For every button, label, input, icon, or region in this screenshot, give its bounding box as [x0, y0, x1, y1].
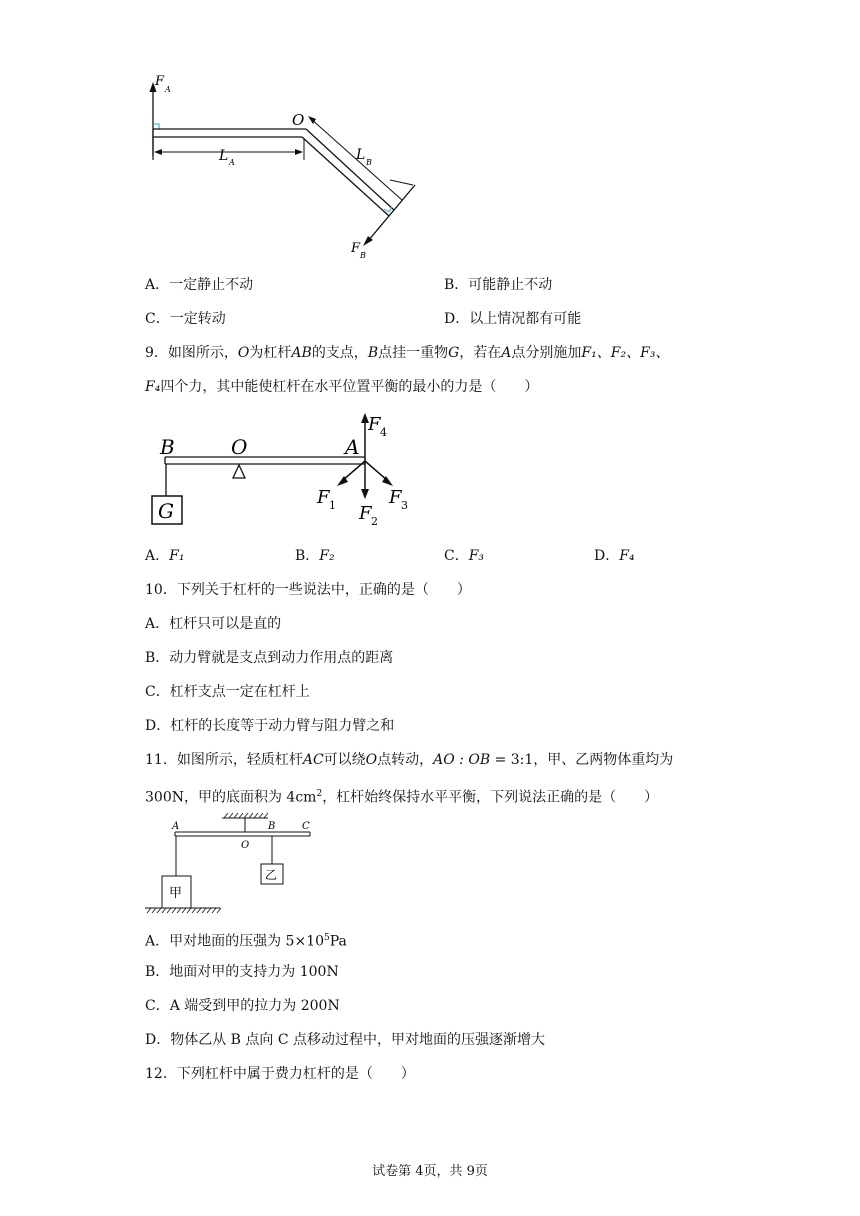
svg-text:1: 1 — [329, 499, 336, 512]
fb-label: F — [351, 241, 361, 256]
point-b-label: B — [268, 821, 276, 832]
page-footer: 试卷第 4页，共 9页 — [372, 1164, 488, 1179]
q8-option-b[interactable]: B．可能静止不动 — [444, 277, 553, 293]
q8-option-d[interactable]: D．以上情况都有可能 — [444, 311, 582, 327]
f1-label: F — [317, 487, 330, 508]
f4-label: F — [368, 414, 381, 435]
figure-q8-bent-lever — [130, 68, 430, 263]
q9-stem-line1: 9．如图所示，O为杠杆AB的支点，B点挂一重物G，若在A点分别施加F₁、F₂、F₃、 — [145, 345, 670, 361]
q10-option-a[interactable]: A．杠杆只可以是直的 — [145, 616, 282, 632]
object-yi-label: 乙 — [265, 868, 278, 882]
pivot-o-label: O — [231, 435, 248, 459]
q11-option-c[interactable]: C．A 端受到甲的拉力为 200N — [145, 998, 340, 1014]
point-b-label: B — [160, 435, 175, 459]
q9-option-b[interactable]: B．F₂ — [295, 548, 335, 564]
svg-text:4: 4 — [380, 426, 387, 439]
q10-option-d[interactable]: D．杠杆的长度等于动力臂与阻力臂之和 — [145, 718, 395, 734]
svg-text:A: A — [165, 85, 171, 94]
point-c-label: C — [302, 821, 310, 832]
f2-label: F — [359, 503, 372, 524]
object-jia-label: 甲 — [169, 886, 183, 901]
weight-g-label: G — [158, 499, 174, 523]
point-a-label: A — [345, 435, 360, 459]
lb-label: L — [356, 147, 366, 163]
pivot-o-label: O — [292, 111, 305, 129]
q8-option-a[interactable]: A．一定静止不动 — [145, 277, 254, 293]
q9-stem-line2: F₄四个力，其中能使杠杆在水平位置平衡的最小的力是（ ） — [145, 379, 539, 395]
q11-option-d[interactable]: D．物体乙从 B 点向 C 点移动过程中，甲对地面的压强逐渐增大 — [145, 1032, 546, 1048]
q11-stem-line2: 300N，甲的底面积为 $4cm^2$，杠杆始终保持水平平衡，下列说法正确的是（ ） — [145, 789, 659, 806]
svg-text:B: B — [366, 158, 372, 167]
svg-text:3: 3 — [401, 499, 408, 512]
q11-stem-line1: 11．如图所示，轻质杠杆AC可以绕O点转动，AO : OB = 3:1，甲、乙两物体重均为 — [145, 752, 674, 768]
q9-option-a[interactable]: A．F₁ — [145, 548, 185, 564]
q10-stem: 10．下列关于杠杆的一些说法中，正确的是（ ） — [145, 582, 471, 598]
q9-option-c[interactable]: C．F₃ — [444, 548, 485, 564]
q12-stem: 12．下列杠杆中属于费力杠杆的是（ ） — [145, 1066, 415, 1082]
q11-option-a[interactable]: A．甲对地面的压强为 $5\times 10^5Pa$ — [145, 933, 347, 950]
f3-label: F — [389, 487, 402, 508]
q10-option-b[interactable]: B．动力臂就是支点到动力作用点的距离 — [145, 650, 394, 666]
q9-option-d[interactable]: D．F₄ — [594, 548, 635, 564]
svg-text:B: B — [360, 251, 366, 260]
svg-text:A: A — [229, 158, 235, 167]
la-label: L — [219, 148, 229, 164]
point-a-label: A — [172, 821, 180, 832]
svg-text:2: 2 — [371, 515, 378, 528]
q8-option-c[interactable]: C．一定转动 — [145, 311, 226, 327]
figure-q9-lever-forces — [145, 408, 425, 533]
q11-option-b[interactable]: B．地面对甲的支持力为 100N — [145, 964, 339, 980]
q10-option-c[interactable]: C．杠杆支点一定在杠杆上 — [145, 684, 310, 700]
figure-q11-lever-jia-yi — [140, 810, 320, 920]
fa-label: F — [155, 74, 165, 89]
pivot-o-label: O — [241, 840, 250, 851]
